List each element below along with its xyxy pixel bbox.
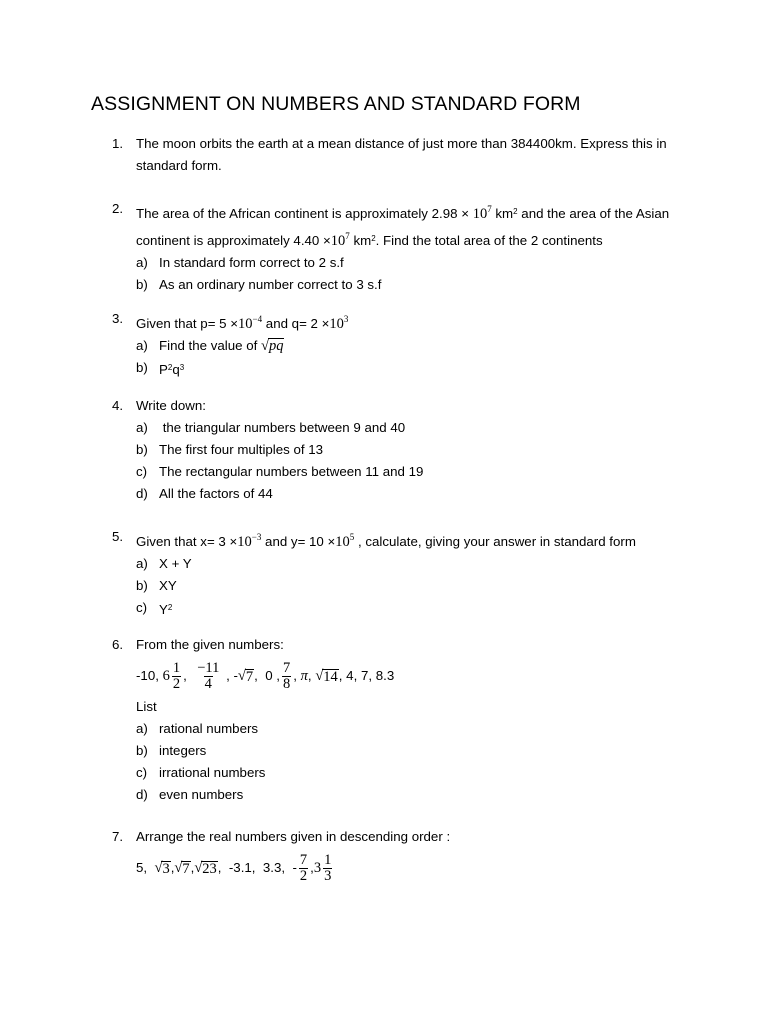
question-1 <box>112 133 702 177</box>
sub-question-b: b) As an ordinary number correct to 3 s.f <box>136 277 382 292</box>
sub-question-b: b) $P^2q^3$ <box>136 360 185 377</box>
fraction: $\frac{1}{3}$ <box>324 851 332 884</box>
fraction: $\frac{1}{2}$ <box>172 659 181 692</box>
page-title: ASSIGNMENT ON NUMBERS AND STANDARD FORM <box>91 93 581 115</box>
question-number: 3. <box>112 311 124 326</box>
question-4 <box>112 395 702 505</box>
sub-question-d: d) All the factors of 44 <box>136 486 273 501</box>
question-text: The moon orbits the earth at a mean distance of just more than 384400km. Express this in standard form. <box>136 136 667 173</box>
number-set: 5, √ 3 , √ 7 , √ 23 , -3.1, 3.3, - $\frac{7}{2}$ , 3 $\frac{1}{3}$ <box>136 851 332 884</box>
question-text: The area of the African continent is approximately $2.98 \times 10^7$ $km^2$ and the area of the Asian continent is approximately $4.40 \times 10^7$ $km^2$. Find the total area of the 2 continents a) In standard form correct to 2 s.f b) As an ordinary number correct to 3 s.f <box>136 198 702 296</box>
sub-question-a: a) rational numbers <box>136 721 259 736</box>
sub-question-a: a) Find the value of √pq <box>136 338 284 354</box>
question-text: Given that $x= 3 \times 10^{-3}$ and $y= 10 \times 10^5$ , calculate, giving your answer in standard form a) X + Y b) XY c) $Y^2$ <box>136 526 702 621</box>
question-text: From the given numbers: <box>136 637 284 652</box>
question-text: Arrange the real numbers given in descending order : <box>136 829 451 844</box>
fraction: $\frac{7}{8}$ <box>282 659 291 692</box>
question-3 <box>112 308 702 381</box>
sub-question-c: c) irrational numbers <box>136 765 266 780</box>
sub-question-b: b) XY <box>136 578 177 593</box>
square-root-symbol: √ <box>261 338 269 354</box>
square-root-symbol: √ <box>237 668 246 684</box>
sub-question-a: a) the triangular numbers between 9 and 40 <box>136 420 406 435</box>
fraction: $\frac{7}{2}$ <box>299 851 308 884</box>
question-2 <box>112 198 702 296</box>
fraction: $\frac{-11}{4}$ <box>197 659 220 692</box>
sub-question-d: d) even numbers <box>136 787 244 802</box>
list-label: List <box>136 699 157 714</box>
question-text: Write down: <box>136 398 206 413</box>
question-number: 7. <box>112 829 124 844</box>
sub-question-a: a) X + Y <box>136 556 192 571</box>
question-number: 6. <box>112 637 124 652</box>
sub-question-b: b) integers <box>136 743 207 758</box>
question-number: 1. <box>112 136 124 151</box>
sub-question-c: c) The rectangular numbers between 11 and 19 <box>136 464 424 479</box>
square-root-symbol: √ <box>315 668 324 684</box>
question-6 <box>112 634 702 806</box>
question-number: 4. <box>112 398 124 413</box>
square-root-symbol: √ <box>194 860 203 876</box>
question-7 <box>112 826 702 888</box>
square-root-symbol: √ <box>154 860 163 876</box>
sub-question-a: a) In standard form correct to 2 s.f <box>136 255 344 270</box>
question-text: Given that $p= 5 \times 10^{-4}$ and $q= 2 \times 10^3$ a) Find the value of √pq b) $P^2q^3$ <box>136 308 702 381</box>
sub-question-c: c) $Y^2$ <box>136 600 173 617</box>
question-number: 5. <box>112 529 124 544</box>
question-number: 2. <box>112 201 124 216</box>
square-root-symbol: √ <box>174 860 183 876</box>
question-5 <box>112 526 702 621</box>
sub-question-b: b) The first four multiples of 13 <box>136 442 324 457</box>
number-set: -10, 6 $\frac{1}{2}$ , $\frac{-11}{4}$ , - √ 7 , 0 , $\frac{7}{8}$ , π , √ 14 , 4, 7, 8.3 <box>136 659 395 692</box>
